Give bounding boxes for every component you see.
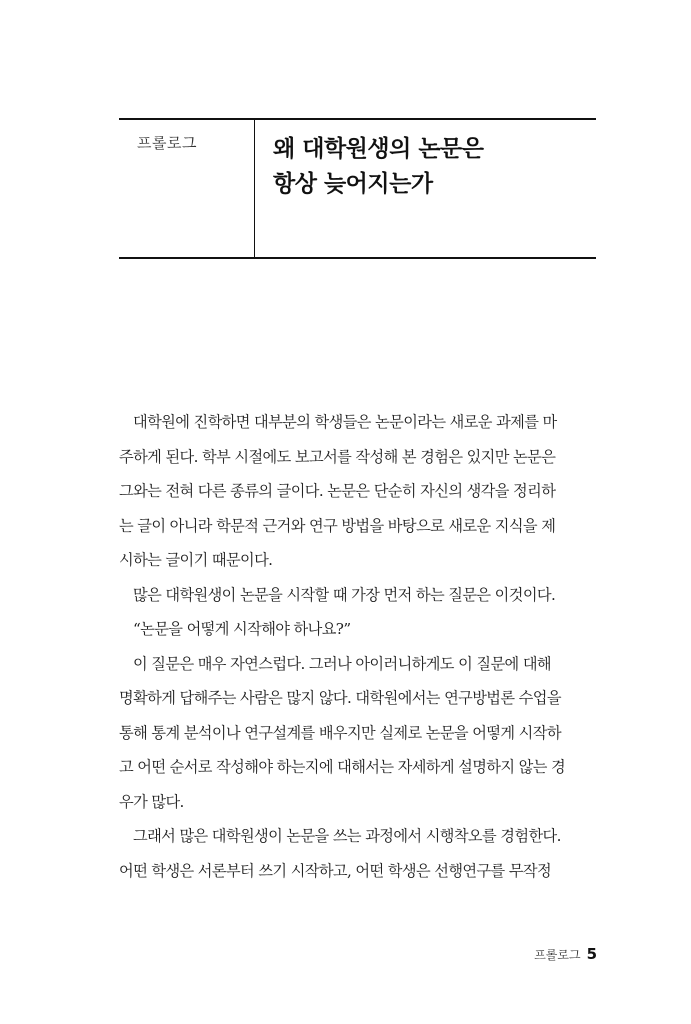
chapter-title-line-2: 항상 늦어지는가 bbox=[273, 171, 433, 197]
page-number: 5 bbox=[586, 945, 597, 963]
body-line: 이 질문은 매우 자연스럽다. 그러나 아이러니하게도 이 질문에 대해 bbox=[133, 654, 551, 673]
body-line: 대학원에 진학하면 대부분의 학생들은 논문이라는 새로운 과제를 마 bbox=[133, 413, 557, 431]
body-line: 는 글이 아니라 학문적 근거와 연구 방법을 바탕으로 새로운 지식을 제 bbox=[119, 516, 556, 535]
running-footer-label: 프롤로그 bbox=[534, 948, 581, 962]
body-line: “논문을 어떻게 시작해야 하나요?” bbox=[133, 620, 351, 638]
body-line: 많은 대학원생이 논문을 시작할 때 가장 먼저 하는 질문은 이것이다. bbox=[133, 585, 556, 604]
page-footer bbox=[534, 944, 597, 963]
body-line: 명확하게 답해주는 사람은 많지 않다. 대학원에서는 연구방법론 수업을 bbox=[119, 689, 561, 707]
chapter-label: 프롤로그 bbox=[137, 134, 197, 152]
body-line: 그래서 많은 대학원생이 논문을 쓰는 과정에서 시행착오를 경험한다. bbox=[133, 827, 561, 845]
body-line: 고 어떤 순서로 작성해야 하는지에 대해서는 자세하게 설명하지 않는 경 bbox=[119, 758, 566, 776]
body-line: 우가 많다. bbox=[119, 792, 184, 811]
chapter-header-box bbox=[119, 118, 596, 259]
chapter-title-line-1: 왜 대학원생의 논문은 bbox=[273, 136, 484, 162]
body-line: 어떤 학생은 서론부터 쓰기 시작하고, 어떤 학생은 선행연구를 무작정 bbox=[119, 861, 552, 880]
header-divider bbox=[254, 120, 255, 257]
chapter-title bbox=[273, 132, 573, 202]
body-line: 통해 통계 분석이나 연구설계를 배우지만 실제로 논문을 어떻게 시작하 bbox=[119, 723, 561, 742]
body-line: 그와는 전혀 다른 종류의 글이다. 논문은 단순히 자신의 생각을 정리하 bbox=[119, 482, 556, 500]
body-line: 시하는 글이기 때문이다. bbox=[119, 551, 273, 569]
body-line: 주하게 된다. 학부 시절에도 보고서를 작성해 본 경험은 있지만 논문은 bbox=[119, 447, 556, 466]
body-text bbox=[119, 405, 597, 888]
